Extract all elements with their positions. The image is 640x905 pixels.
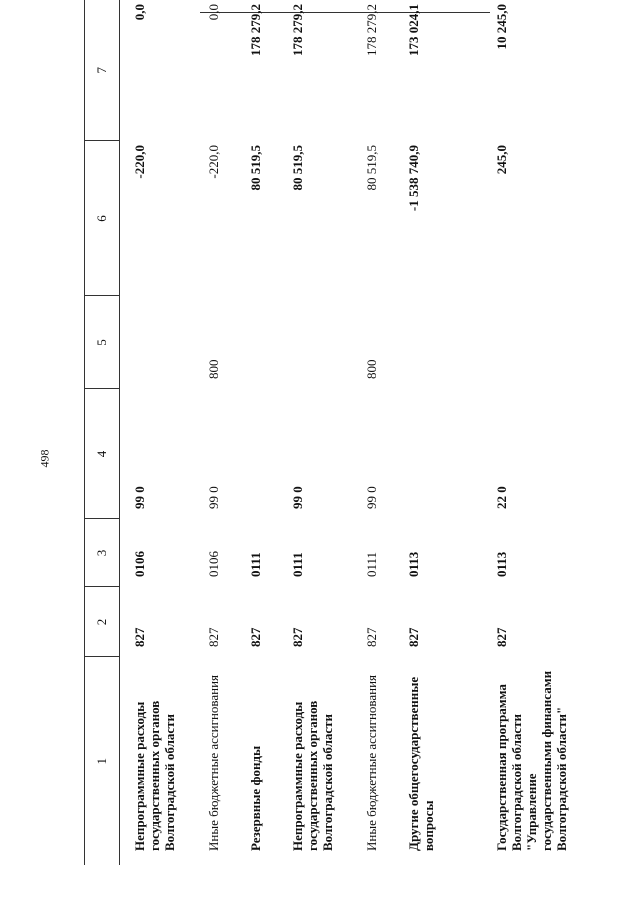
row-name: Иные бюджетные ассигнования bbox=[206, 674, 221, 851]
cell-change: -1 538 740,9 bbox=[406, 145, 421, 212]
cell-type bbox=[236, 296, 278, 389]
table-row bbox=[278, 0, 352, 865]
header-row bbox=[85, 0, 120, 865]
table-row bbox=[120, 0, 195, 865]
cell-section: 0111 bbox=[248, 552, 263, 577]
cell-target bbox=[394, 389, 482, 519]
col-header-1: 1 bbox=[85, 657, 120, 865]
cell-change: 80 519,5 bbox=[248, 145, 263, 191]
cell-total: 0,0 bbox=[132, 4, 147, 21]
row-name: Резервные фонды bbox=[248, 745, 263, 851]
cell-change: 245,0 bbox=[494, 145, 509, 175]
cell-change: -220,0 bbox=[206, 145, 221, 179]
cell-total: 178 279,2 bbox=[248, 4, 263, 56]
cell-code: 827 bbox=[248, 627, 263, 647]
cell-code: 827 bbox=[206, 627, 221, 647]
cell-section: 0111 bbox=[364, 551, 379, 577]
table-row bbox=[394, 0, 482, 865]
col-header-2: 2 bbox=[85, 587, 120, 657]
cell-type: 800 bbox=[364, 359, 379, 379]
cell-section: 0106 bbox=[132, 551, 147, 577]
cell-section: 0106 bbox=[206, 551, 221, 577]
col-header-4: 4 bbox=[85, 389, 120, 519]
budget-table bbox=[84, 0, 612, 865]
cell-code: 827 bbox=[406, 627, 421, 647]
table-row bbox=[194, 0, 236, 865]
row-name: Государственная программа Волгоградской области "Управление государственными финансами Волгоградской области" bbox=[494, 670, 569, 851]
cell-total: 10 245,0 bbox=[494, 4, 509, 50]
cell-section: 0113 bbox=[406, 551, 421, 577]
col-header-7: 7 bbox=[85, 0, 120, 141]
cell-code: 827 bbox=[494, 627, 509, 647]
cell-section: 0113 bbox=[494, 551, 509, 577]
cell-type bbox=[394, 296, 482, 389]
page-number: 498 bbox=[37, 449, 52, 468]
cell-code: 827 bbox=[290, 627, 305, 647]
budget-table-rotated bbox=[84, 0, 640, 865]
cell-change: -220,0 bbox=[132, 145, 147, 179]
cell-section: 0111 bbox=[290, 552, 305, 577]
cell-target: 99 0 bbox=[364, 486, 379, 509]
table-row bbox=[482, 0, 612, 865]
cell-total: 173 024,1 bbox=[406, 4, 421, 56]
col-header-5: 5 bbox=[85, 296, 120, 389]
row-name: Иные бюджетные ассигнования bbox=[364, 674, 379, 851]
col-header-3: 3 bbox=[85, 519, 120, 587]
cell-total: 0,0 bbox=[206, 4, 221, 21]
cell-type bbox=[120, 296, 195, 389]
cell-change: 80 519,5 bbox=[290, 145, 305, 191]
cell-type: 800 bbox=[206, 359, 221, 379]
cell-target: 99 0 bbox=[206, 486, 221, 509]
cell-total: 178 279,2 bbox=[290, 4, 305, 56]
cell-type bbox=[278, 296, 352, 389]
cell-change: 80 519,5 bbox=[364, 145, 379, 191]
row-name: Непрограммные расходы государственных органов Волгоградской области bbox=[290, 700, 335, 851]
table-row bbox=[352, 0, 394, 865]
cell-total: 178 279,2 bbox=[364, 4, 379, 56]
cell-target: 99 0 bbox=[132, 486, 147, 509]
cell-target bbox=[236, 389, 278, 519]
cell-target: 22 0 bbox=[494, 486, 509, 509]
row-name: Непрограммные расходы государственных органов Волгоградской области bbox=[132, 700, 177, 851]
col-header-6: 6 bbox=[85, 141, 120, 296]
cell-code: 827 bbox=[364, 627, 379, 647]
row-name: Другие общегосударственные вопросы bbox=[406, 676, 436, 851]
cell-type bbox=[482, 296, 612, 389]
cell-target: 99 0 bbox=[290, 486, 305, 509]
table-row bbox=[236, 0, 278, 865]
cell-code: 827 bbox=[132, 627, 147, 647]
